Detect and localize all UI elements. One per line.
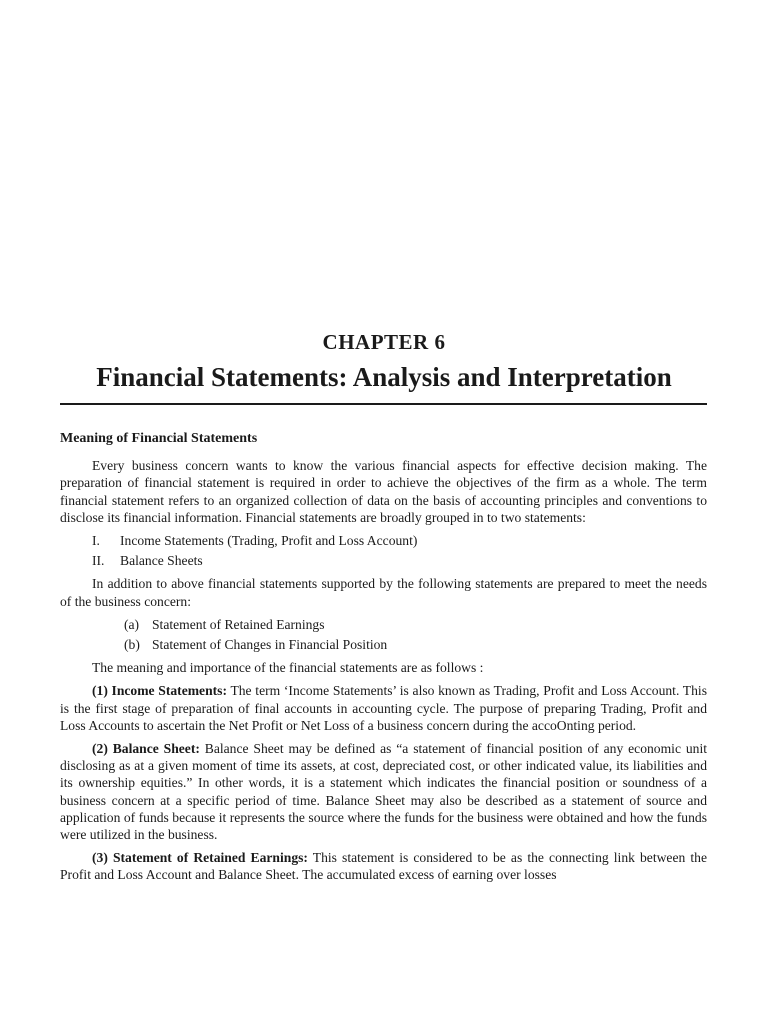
- list-item: [60, 552, 707, 569]
- meaning-intro-paragraph: The meaning and importance of the financial statements are as follows :: [92, 660, 484, 676]
- list-item: [60, 616, 707, 633]
- supporting-list: [60, 616, 707, 653]
- item-text: Balance Sheet may be defined as “a statement of financial position of any economic unit disclosing as at a given moment of time its assets, at cost, depreciated cost, or other indicated value, its liabilities and its ownership equities.” In other words, it is a statement which indicates the financial position or soundness of a business concern at a specific period of time. Balance Sheet may also be described as a statement of source and application of funds because it represents the source where the funds for the business were obtained and how the funds were utilized in the business.: [60, 741, 707, 843]
- intro-paragraph: Every business concern wants to know the various financial aspects for effective decision making. The preparation of financial statement is required in order to achieve the objectives of the firm as a whole. The term financial statement refers to an organized collection of data on the basis of accounting principles and conventions to disclose its financial information. Financial statements are broadly grouped in to two statements:: [60, 458, 707, 525]
- balance-sheet-paragraph: [60, 740, 707, 843]
- list-item-text: Statement of Retained Earnings: [152, 616, 325, 632]
- list-marker: I.: [92, 533, 100, 549]
- list-item: [60, 636, 707, 653]
- item-text: This statement is considered to be as the connecting link between the Profit and Loss Account and Balance Sheet. The accumulated excess of earning over losses: [60, 850, 707, 883]
- addition-paragraph: In addition to above financial statements supported by the following statements are prepared to meet the needs of the business concern:: [60, 576, 707, 609]
- section-heading: Meaning of Financial Statements: [60, 431, 258, 446]
- title-rule: [60, 403, 707, 405]
- item-label: (2) Balance Sheet:: [92, 741, 200, 757]
- item-label: (1) Income Statements:: [92, 683, 227, 699]
- chapter-label: CHAPTER 6: [322, 330, 446, 354]
- list-item-text: Statement of Changes in Financial Position: [152, 637, 388, 653]
- chapter-title: Financial Statements: Analysis and Interpretation: [96, 362, 672, 392]
- list-marker: II.: [92, 553, 105, 569]
- list-marker: (b): [124, 637, 140, 653]
- list-item-text: Balance Sheets: [120, 553, 203, 569]
- list-marker: (a): [124, 616, 140, 632]
- item-label: (3) Statement of Retained Earnings:: [92, 850, 308, 866]
- income-statement-paragraph: [60, 682, 707, 734]
- statement-list: [60, 532, 707, 569]
- list-item-text: Income Statements (Trading, Profit and Loss Account): [120, 533, 418, 549]
- retained-earnings-paragraph: [60, 849, 707, 883]
- document-body: [60, 430, 707, 890]
- item-text: The term ‘Income Statements’ is also known as Trading, Profit and Loss Account. This is the first stage of preparation of final accounts in accounting cycle. The purpose of preparing Trading, Profit and Loss Accounts to ascertain the Net Profit or Net Loss of a business concern during the accoOnting period.: [60, 683, 707, 733]
- list-item: [60, 532, 707, 549]
